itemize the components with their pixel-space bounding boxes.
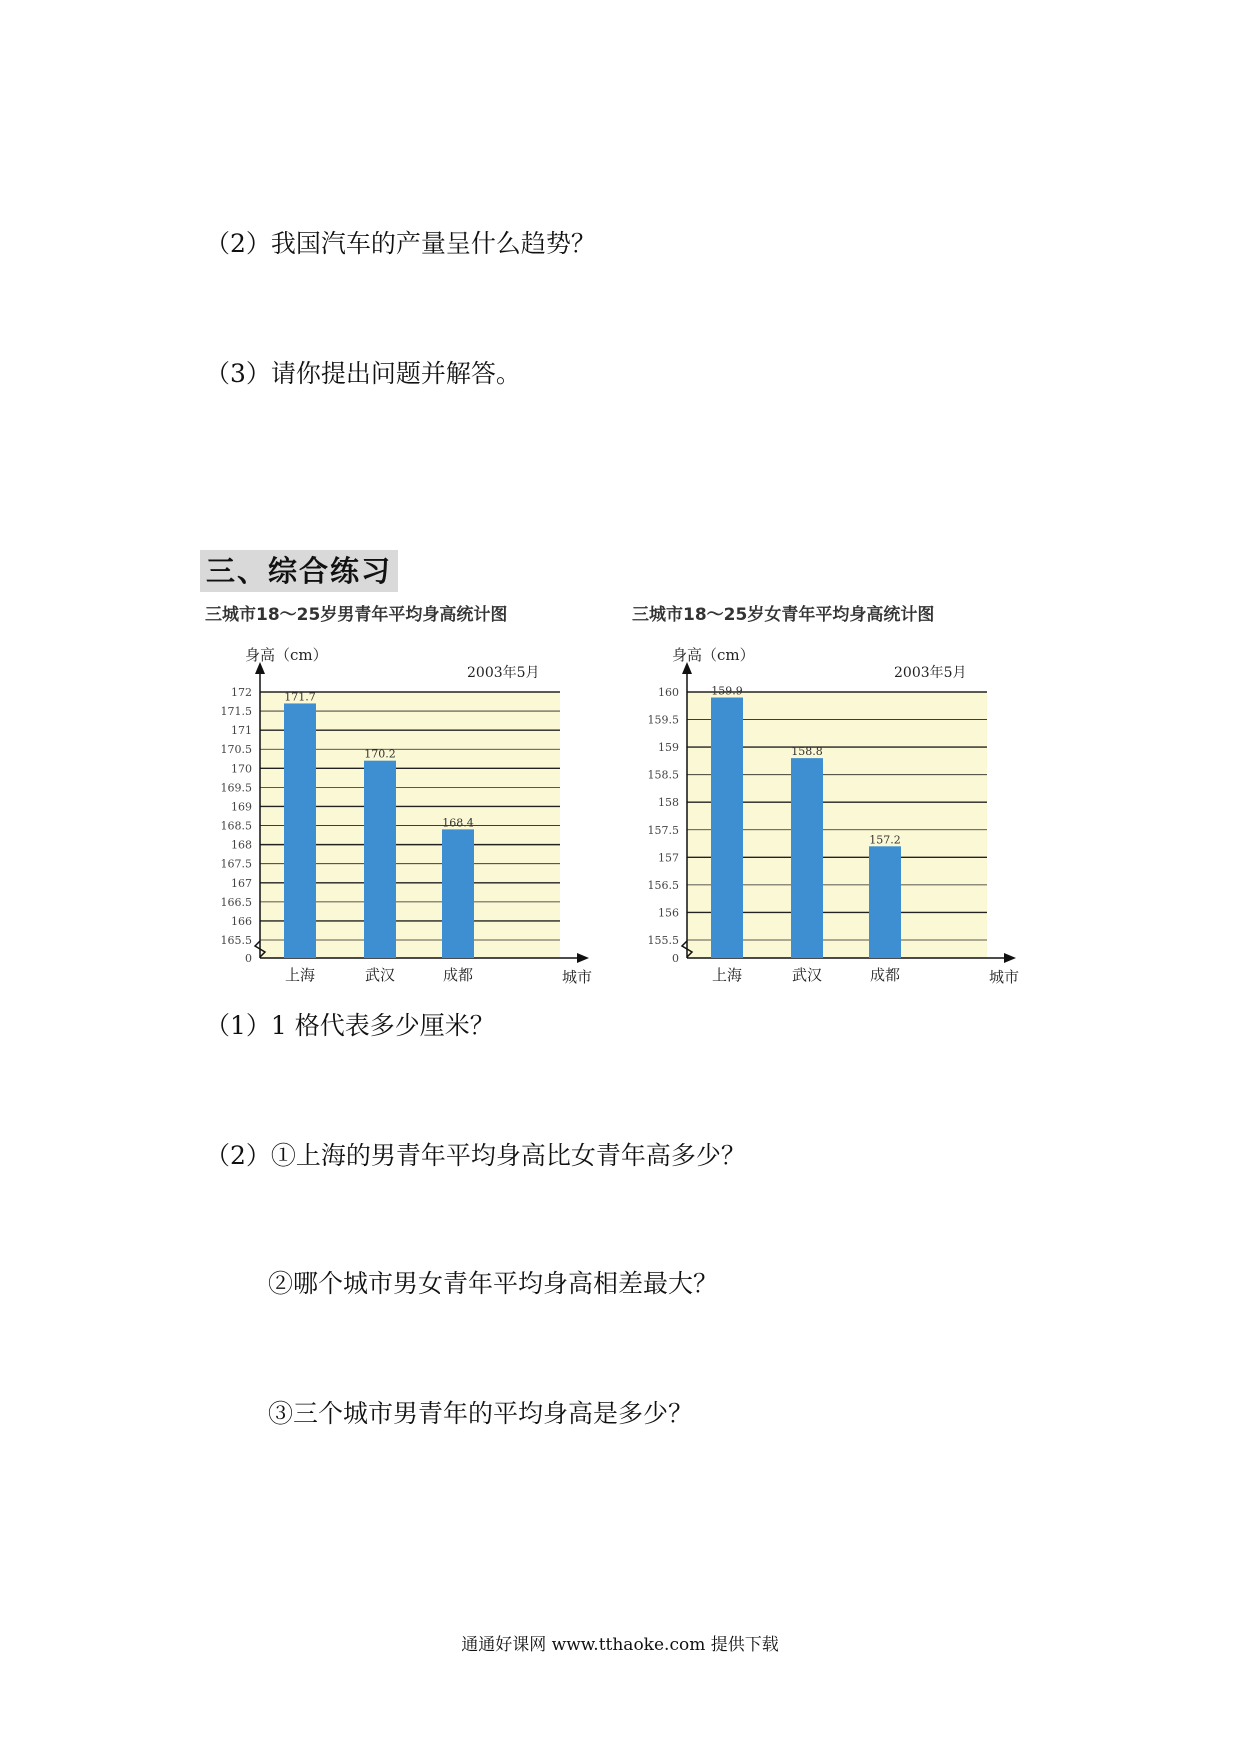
male-chart-svg [205,600,635,995]
male-bar-0 [284,703,316,958]
male-ytick-label: 170 [231,762,252,776]
male-data-label-0: 171.7 [284,690,316,704]
male-ytick-label: 166 [231,914,252,928]
female-chart-title: 三城市18～25岁女青年平均身高统计图 [632,605,935,625]
female-ytick-label: 159.5 [647,713,679,727]
male-date-annotation: 2003年5月 [467,665,540,681]
female-ytick-label: 159 [658,741,679,755]
question-2-trend: （2）我国汽车的产量呈什么趋势？ [205,229,596,258]
question-2a-shanghai-diff: （2）①上海的男青年平均身高比女青年高多少？ [205,1141,746,1170]
female-category-label-1: 武汉 [791,966,823,984]
female-ytick-label: 157 [658,851,679,865]
female-ytick-label: 156 [658,906,679,920]
male-chart-title: 三城市18～25岁男青年平均身高统计图 [205,605,508,625]
female-data-label-1: 158.8 [791,745,823,759]
female-ytick-label: 158 [658,796,679,810]
female-data-label-2: 157.2 [869,833,901,847]
female-x-axis-label: 城市 [988,968,1020,986]
male-ytick-label: 168.5 [220,819,252,833]
female-ytick-label: 155.5 [647,934,679,947]
male-category-label-1: 武汉 [364,966,396,984]
male-ytick-label-0: 0 [245,952,252,965]
male-y-axis-label: 身高（cm） [245,646,328,664]
question-2c-male-average: ③三个城市男青年的平均身高是多少？ [268,1399,694,1428]
female-x-axis-arrow-icon [1004,953,1016,963]
male-category-label-0: 上海 [284,966,316,984]
female-y-axis-label: 身高（cm） [672,646,755,664]
female-ytick-label: 158.5 [647,768,679,782]
section-heading: 三、综合练习 [200,550,398,592]
male-data-label-1: 170.2 [364,747,396,761]
female-category-label-0: 上海 [711,966,743,984]
male-ytick-label: 170.5 [220,743,252,757]
male-ytick-label: 167 [231,876,252,890]
male-ytick-label: 167.5 [220,857,252,871]
male-ytick-label: 169.5 [220,781,252,795]
footer-download-note: 通通好课网 www.tthaoke.com 提供下载 [461,1635,779,1655]
male-ytick-label: 169 [231,800,252,814]
female-date-annotation: 2003年5月 [894,665,967,681]
male-x-axis-label: 城市 [561,968,593,986]
male-ytick-label: 165.5 [220,934,252,947]
male-bar-2 [442,829,474,958]
female-height-chart [632,600,1062,995]
male-data-label-2: 168.4 [442,816,474,830]
male-category-label-2: 成都 [442,966,474,984]
male-ytick-label: 172 [231,686,252,699]
female-chart-svg [632,600,1062,995]
question-3-ask: （3）请你提出问题并解答。 [205,359,521,388]
male-ytick-label: 168 [231,838,252,852]
female-bar-1 [791,758,823,958]
question-1-grid-unit: （1）1 格代表多少厘米？ [205,1011,495,1040]
female-bar-0 [711,698,743,958]
female-bar-2 [869,846,901,958]
male-ytick-label: 171.5 [220,705,252,719]
female-ytick-label-0: 0 [672,952,679,965]
female-ytick-label: 157.5 [647,823,679,837]
female-category-label-2: 成都 [869,966,901,984]
male-ytick-label: 166.5 [220,895,252,909]
question-2b-max-diff: ②哪个城市男女青年平均身高相差最大？ [268,1269,719,1298]
male-height-chart [205,600,635,995]
female-ytick-label: 160 [658,686,679,699]
female-data-label-0: 159.9 [711,684,743,698]
male-bar-1 [364,761,396,958]
male-x-axis-arrow-icon [577,953,589,963]
male-ytick-label: 171 [231,724,252,738]
female-ytick-label: 156.5 [647,878,679,892]
